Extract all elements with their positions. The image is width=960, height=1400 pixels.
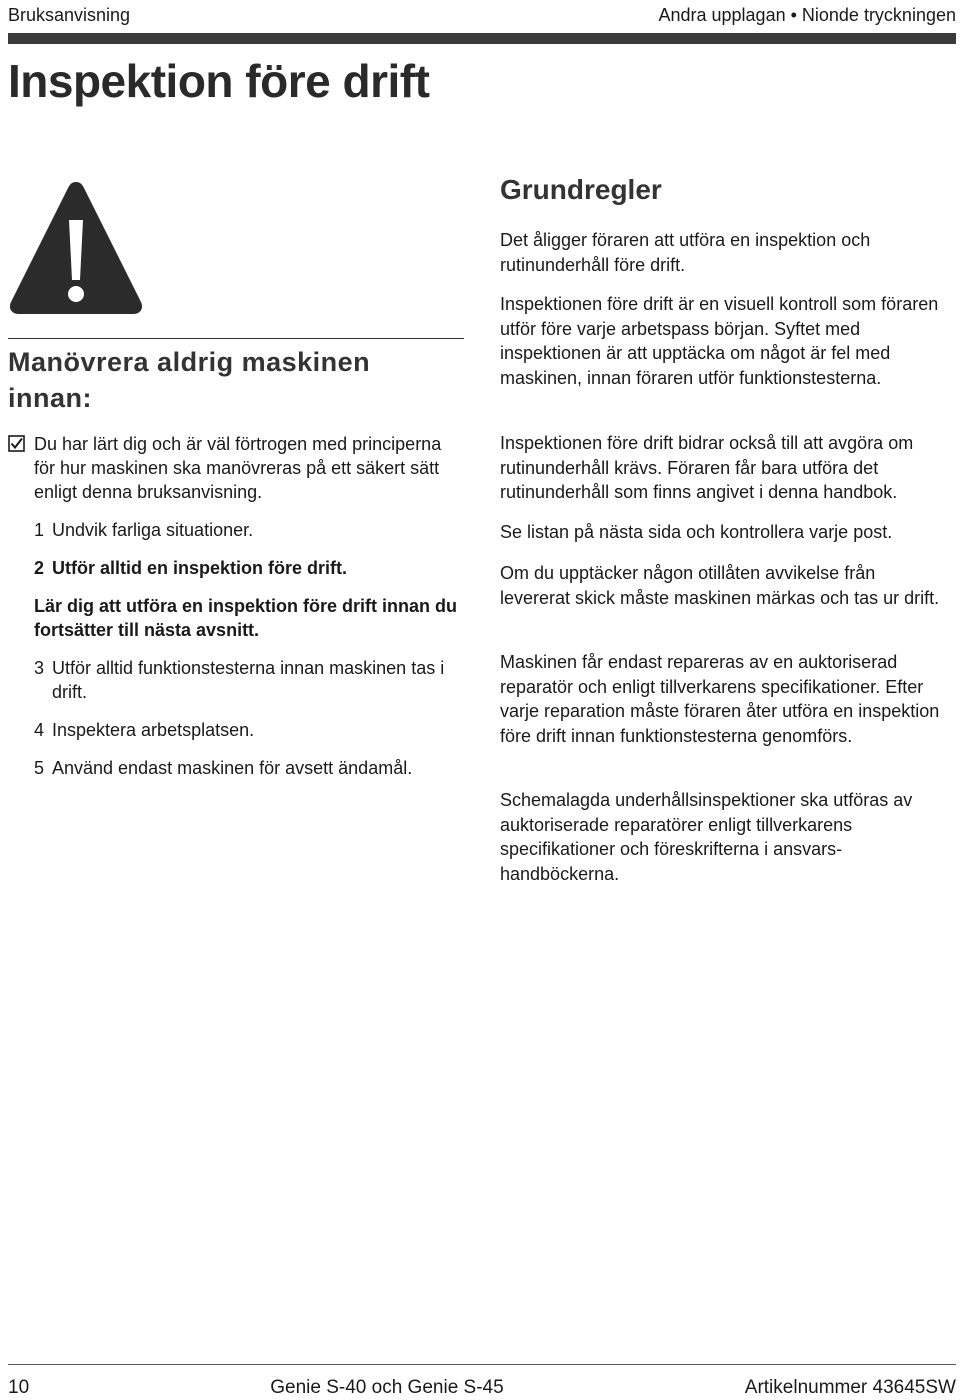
page-title: Inspektion före drift [8,55,430,107]
list-item-number: 4 [34,720,45,740]
page-header [8,0,956,30]
footer-model: Genie S-40 och Genie S-45 [270,1377,504,1398]
paragraph: Det åligger föraren att utföra en inspektion och rutinunderhåll före drift. [500,230,871,275]
header-manual-type: Bruksanvisning [8,4,131,25]
list-item-number: 1 [34,520,45,540]
paragraph: Maskinen får endast repareras av en auktoriserad reparatör och enligt tillverkarens specifikationer. Efter varje reparation måste föraren åter utföra en inspektion före drift innan funktionstesterna genomförs. [500,652,940,746]
list-item-text: Inspektera arbetsplatsen. [52,720,255,740]
checklist-text: Du har lärt dig och är väl förtrogen med principerna för hur maskinen ska manövreras på ett säkert sätt enligt denna bruksanvisning. [34,434,442,502]
warning-triangle-icon [7,178,145,318]
list-item-number: 5 [34,758,45,778]
checklist-item [8,432,464,504]
list-item [34,756,464,780]
list-item-text: Undvik farliga situationer. [52,520,254,540]
list-item [34,718,464,742]
bottom-rule [8,1364,956,1365]
page-footer [8,1376,956,1400]
list-item [34,556,464,580]
list-item-number: 2 [34,558,45,578]
paragraph: Om du upptäcker någon otillåten avvikelse från levererat skick måste maskinen märkas och tas ur drift. [500,563,940,608]
paragraph: Se listan på nästa sida och kontrollera varje post. [500,522,893,542]
list-item-number: 3 [34,658,45,678]
checked-box-icon [8,435,25,452]
paragraph: Schemalagda underhållsinspektioner ska utföras av auktoriserade reparatörer enligt tillverkarens specifikationer och föreskrifterna i ansvars-handböckerna. [500,790,913,884]
footer-part-number: Artikelnummer 43645SW [744,1377,956,1398]
right-heading: Grundregler [500,174,662,205]
page-number: 10 [8,1377,30,1398]
list-item [34,518,464,542]
paragraph: Inspektionen före drift bidrar också till att avgöra om rutinunderhåll krävs. Föraren får bara utföra det rutinunderhåll som finns angivet i denna handbok. [500,433,914,502]
paragraph: Inspektionen före drift är en visuell kontroll som föraren utför före varje arbetspass början. Syftet med inspektionen är att upptäcka om något är fel med maskinen, innan föraren utför funktionstesterna. [500,294,939,388]
inspection-note: Lär dig att utföra en inspektion före drift innan du fortsätter till nästa avsnitt. [34,596,457,640]
column-divider [8,338,464,339]
top-rule [8,33,956,44]
list-item [34,656,464,704]
list-item-text: Utför alltid funktionstesterna innan maskinen tas i drift. [52,658,445,702]
header-edition: Andra upplagan • Nionde tryckningen [658,4,956,25]
list-item-text: Använd endast maskinen för avsett ändamål. [52,758,413,778]
left-heading: Manövrera aldrig maskinen innan: [8,347,371,413]
list-item-text: Utför alltid en inspektion före drift. [52,558,348,578]
